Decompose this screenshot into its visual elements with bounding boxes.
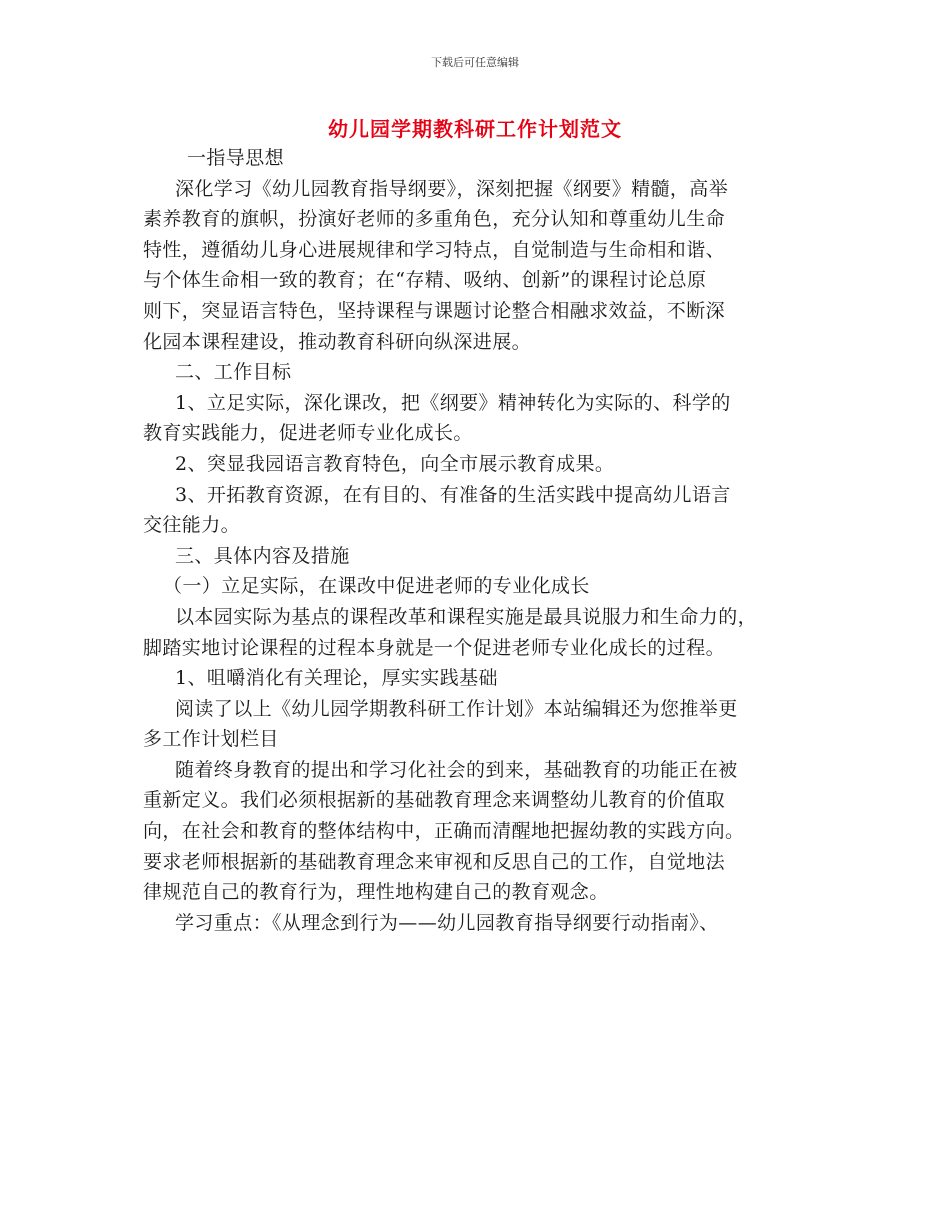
text-line: 以本园实际为基点的课程改革和课程实施是最具说服力和生命力的，: [175, 605, 758, 628]
text-line: 律规范自己的教育行为，理性地构建自己的教育观念。: [143, 881, 609, 904]
text-line: 重新定义。我们必须根据新的基础教育理念来调整幼儿教育的价值取: [143, 789, 726, 812]
text-line: 向，在社会和教育的整体结构中，正确而清醒地把握幼教的实践方向。: [143, 820, 745, 843]
text-line: 则下，突显语言特色，坚持课程与课题讨论整合相融求效益，不断深: [143, 299, 726, 322]
document-body: [143, 143, 823, 938]
text-line: 要求老师根据新的基础教育理念来审视和反思自己的工作，自觉地法: [143, 850, 726, 873]
text-line: 多工作计划栏目: [143, 728, 279, 751]
text-line: 与个体生命相一致的教育；在“存精、吸纳、创新”的课程讨论总原: [143, 269, 707, 292]
document-title: 幼儿园学期教科研工作计划范文: [328, 117, 622, 141]
text-line: （一）立足实际，在课改中促进老师的专业化成长: [163, 575, 590, 598]
text-line: 二、工作目标: [175, 361, 292, 384]
text-line: 阅读了以上《幼儿园学期教科研工作计划》本站编辑还为您推举更: [175, 697, 738, 720]
text-line: 交往能力。: [143, 514, 241, 537]
text-line: 化园本课程建设，推动教育科研向纵深进展。: [143, 330, 532, 353]
text-line: 学习重点：《从理念到行为——幼儿园教育指导纲要行动指南》、: [175, 911, 719, 934]
text-line: 3、开拓教育资源，在有目的、有准备的生活实践中提高幼儿语言: [175, 483, 731, 506]
text-line: 脚踏实地讨论课程的过程本身就是一个促进老师专业化成长的过程。: [143, 636, 726, 659]
text-line: 1、咀嚼消化有关理论，厚实实践基础: [175, 667, 498, 690]
text-line: 2、突显我园语言教育特色，向全市展示教育成果。: [175, 452, 615, 475]
text-line: 素养教育的旗帜，扮演好老师的多重角色，充分认知和尊重幼儿生命: [143, 208, 726, 231]
text-line: 教育实践能力，促进老师专业化成长。: [143, 422, 473, 445]
text-line: 三、具体内容及措施: [175, 544, 350, 567]
text-line: 特性，遵循幼儿身心进展规律和学习特点，自觉制造与生命相和谐、: [143, 238, 726, 261]
text-line: 随着终身教育的提出和学习化社会的到来，基础教育的功能正在被: [175, 758, 738, 781]
text-line: 一指导思想: [187, 147, 285, 169]
header-note: 下载后可任意编辑: [431, 56, 519, 69]
text-line: 1、立足实际，深化课改，把《纲要》精神转化为实际的、科学的: [175, 391, 731, 414]
text-line: 深化学习《幼儿园教育指导纲要》，深刻把握《纲要》精髓，高举: [175, 177, 729, 200]
